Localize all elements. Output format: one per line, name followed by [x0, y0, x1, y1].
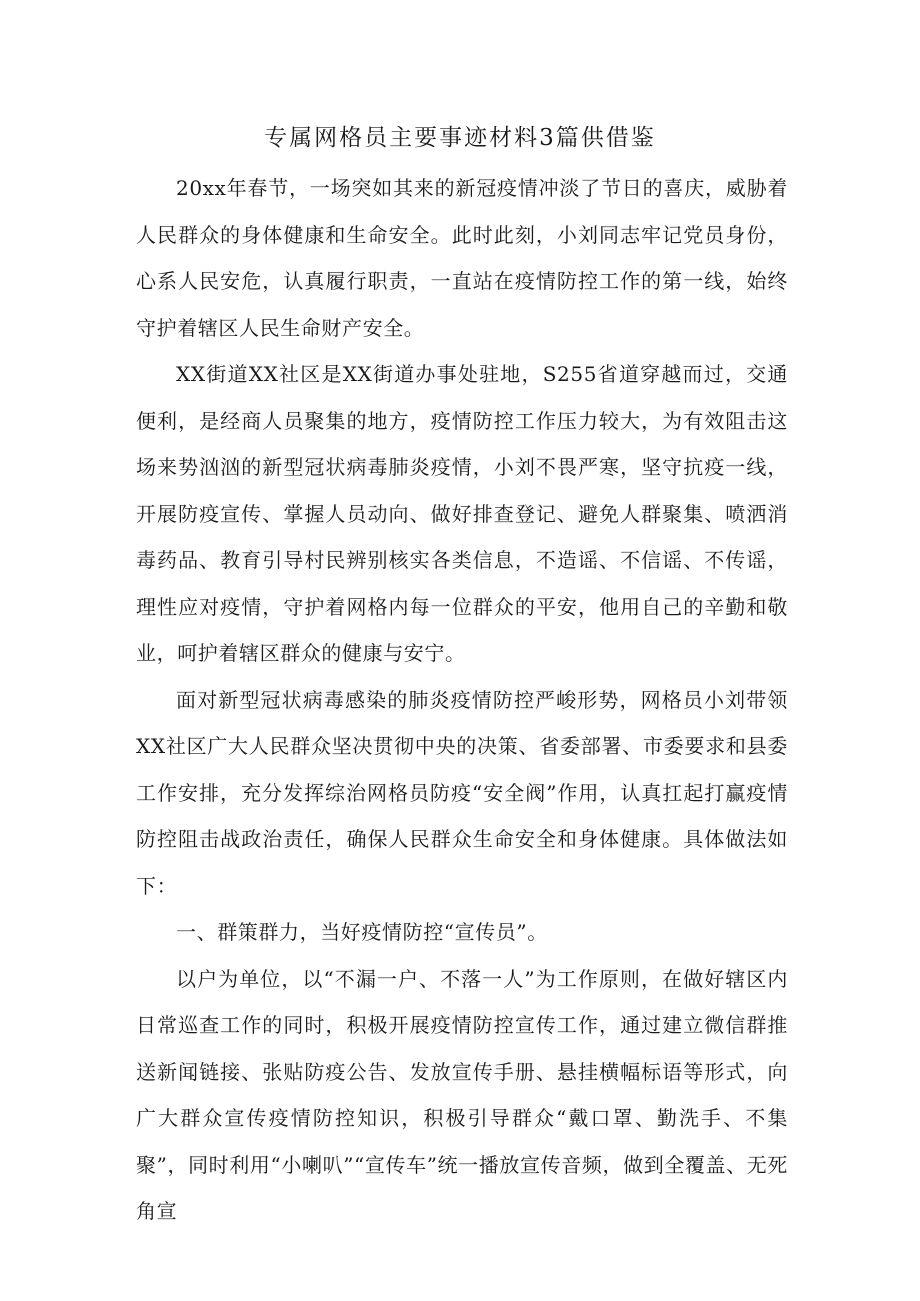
paragraph-2: XX街道XX社区是XX街道办事处驻地，S255省道穿越而过，交通便利，是经商人员聚集的地方，疫情防控工作压力较大，为有效阻击这场来势汹汹的新型冠状病毒肺炎疫情，小刘不畏严寒，坚守抗疫一线，开展防疫宣传、掌握人员动向、做好排查登记、避免人群聚集、喷洒消毒药品、教育引导村民辨别核实各类信息，不造谣、不信谣、不传谣，理性应对疫情，守护着网格内每一位群众的平安，他用自己的辛勤和敬业，呵护着辖区群众的健康与安宁。 — [136, 362, 788, 665]
paragraph-3: 面对新型冠状病毒感染的肺炎疫情防控严峻形势，网格员小刘带领XX社区广大人民群众坚决贯彻中央的决策、省委部署、市委要求和县委工作安排，充分发挥综治网格员防疫“安全阀”作用，认真扛起打赢疫情防控阻击战政治责任，确保人民群众生命安全和身体健康。具体做法如下： — [136, 687, 788, 898]
document-title: 专属网格员主要事迹材料3篇供借鉴 — [264, 125, 656, 151]
paragraph-4: 以户为单位，以“不漏一户、不落一人”为工作原则，在做好辖区内日常巡查工作的同时，积极开展疫情防控宣传工作，通过建立微信群推送新闻链接、张贴防疫公告、发放宣传手册、悬挂横幅标语等形式，向广大群众宣传疫情防控知识，积极引导群众“戴口罩、勤洗手、不集聚”，同时利用“小喇叭”“宣传车”统一播放宣传音频，做到全覆盖、无死角宣 — [136, 966, 788, 1223]
section-heading-1: 一、群策群力，当好疫情防控“宣传员”。 — [176, 920, 548, 944]
paragraph-1: 20xx年春节，一场突如其来的新冠疫情冲淡了节日的喜庆，威胁着人民群众的身体健康和生命安全。此时此刻，小刘同志牢记党员身份，心系人民安危，认真履行职责，一直站在疫情防控工作的第一线，始终守护着辖区人民生命财产安全。 — [136, 176, 788, 340]
document-body — [136, 165, 788, 1235]
